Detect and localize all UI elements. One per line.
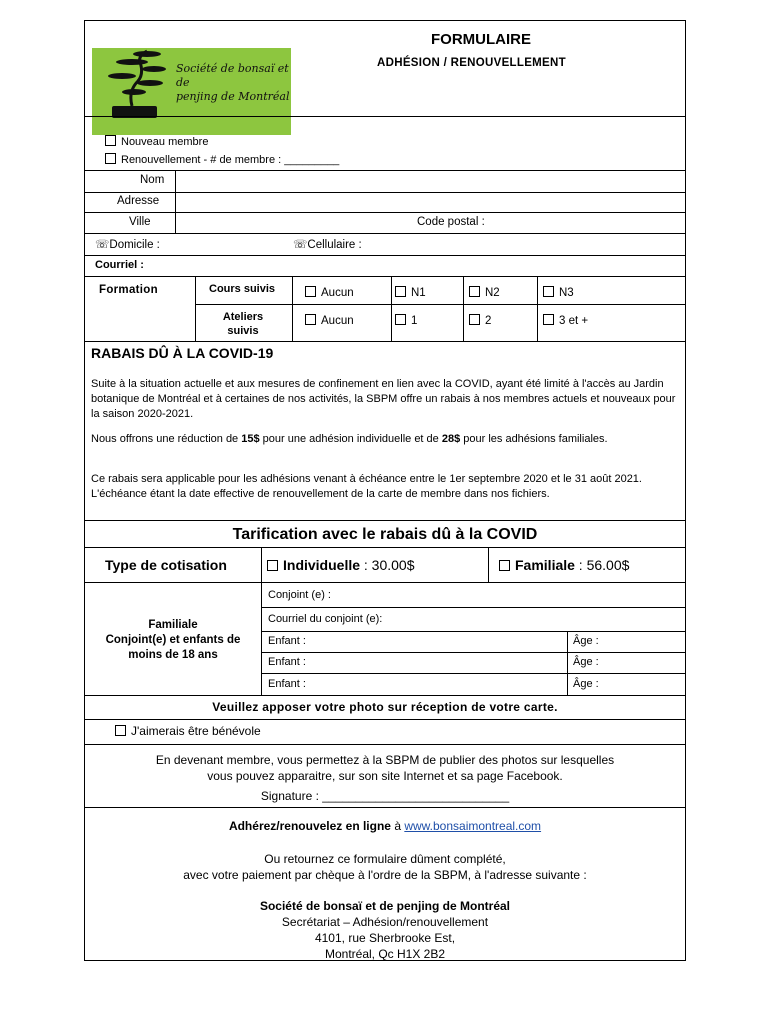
family-label-line: Conjoint(e) et enfants de (105, 634, 241, 646)
covid-paragraph-3: Ce rabais sera applicable pour les adhésions venant à échéance entre le 1er septembre 2020 et le 31 août 2021. L'échéance étant la date effective de renouvellement de la carte de membre dans nos fichiers. (91, 473, 642, 500)
child-label: Enfant : (268, 678, 306, 690)
checkbox-icon[interactable] (499, 560, 510, 571)
divider (85, 116, 685, 117)
divider (463, 276, 464, 341)
divider (195, 304, 686, 305)
family-option[interactable] (499, 557, 629, 573)
checkbox-icon[interactable] (469, 314, 480, 325)
divider (195, 276, 196, 341)
divider (85, 744, 685, 745)
divider (85, 520, 685, 521)
spouse-label: Conjoint (e) : (268, 589, 331, 601)
address-line: Secrétariat – Adhésion/renouvellement (281, 915, 489, 929)
divider (85, 255, 685, 256)
renew-member-label: Renouvellement - # de membre : _________ (121, 154, 340, 166)
individual-label: Individuelle (283, 557, 361, 573)
divider (85, 547, 685, 548)
workshops-label-2: suivis (227, 325, 259, 337)
checkbox-icon[interactable] (105, 135, 116, 146)
logo (92, 48, 291, 135)
workshops-label (203, 310, 283, 338)
bonsai-icon (92, 36, 182, 121)
covid-paragraph-2 (91, 432, 681, 447)
volunteer-option[interactable] (115, 724, 261, 738)
email-label: Courriel : (95, 259, 144, 271)
checkbox-icon[interactable] (305, 286, 316, 297)
workshop-option-3[interactable] (543, 314, 588, 327)
divider (391, 276, 392, 341)
checkbox-icon[interactable] (105, 153, 116, 164)
cell-phone-label: Cellulaire : (307, 239, 362, 251)
discount-family: 28$ (441, 433, 461, 445)
signature-field[interactable]: Signature : ____________________________ (260, 789, 510, 803)
cell-phone-field[interactable] (293, 237, 362, 251)
checkbox-icon[interactable] (395, 314, 406, 325)
return-line: Ou retournez ce formulaire dûment complété, (264, 852, 506, 866)
workshop-option-1[interactable] (395, 314, 417, 327)
individual-price: : 30.00$ (360, 557, 415, 573)
form-subtitle: ADHÉSION / RENOUVELLEMENT (377, 57, 566, 69)
divider (85, 582, 685, 583)
pricing-title: Tarification avec le rabais dû à la COVID (232, 526, 538, 543)
workshop-option-label: Aucun (321, 315, 354, 327)
course-option-2[interactable] (469, 286, 500, 299)
divider (261, 607, 685, 608)
return-text (85, 851, 685, 883)
new-member-label: Nouveau membre (121, 136, 209, 148)
workshop-option-label: 3 et + (559, 315, 589, 327)
course-option-label: N1 (411, 287, 426, 299)
website-link[interactable]: www.bonsaimontreal.com (404, 819, 542, 833)
course-option-1[interactable] (395, 286, 426, 299)
online-label: Adhérez/renouvelez en ligne (228, 819, 391, 833)
address-line: 4101, rue Sherbrooke Est, (314, 931, 456, 945)
checkbox-icon[interactable] (395, 286, 406, 297)
divider (85, 695, 685, 696)
org-name: Société de bonsaï et de penjing de Montréal (259, 899, 511, 913)
course-option-0[interactable] (305, 286, 354, 299)
course-option-label: Aucun (321, 287, 354, 299)
photo-note: Veuillez apposer votre photo sur réception de votre carte. (212, 700, 558, 714)
individual-option[interactable] (267, 557, 415, 573)
checkbox-icon[interactable] (267, 560, 278, 571)
renew-member-option[interactable] (105, 153, 339, 166)
workshop-option-label: 1 (411, 315, 418, 327)
new-member-option[interactable] (105, 135, 208, 148)
covid-title: RABAIS DÛ À LA COVID-19 (91, 345, 274, 361)
divider (261, 652, 685, 653)
checkbox-icon[interactable] (469, 286, 480, 297)
covid-text: pour les adhésions familiales. (460, 433, 608, 445)
family-label: Familiale (515, 557, 575, 573)
membership-type-label: Type de cotisation (105, 557, 227, 573)
spouse-email-label: Courriel du conjoint (e): (268, 613, 383, 625)
age-label: Âge : (573, 635, 599, 647)
covid-text: Nous offrons une réduction de (91, 433, 242, 445)
workshop-option-label: 2 (485, 315, 492, 327)
divider (292, 276, 293, 341)
divider (261, 673, 685, 674)
home-phone-field[interactable] (95, 237, 160, 251)
divider (85, 341, 685, 342)
consent-text (85, 752, 685, 804)
form-frame (84, 20, 686, 961)
phone-icon: ☏ (95, 239, 110, 251)
consent-line: En devenant membre, vous permettez à la SBPM de publier des photos sur lesquelles (155, 753, 615, 767)
divider (175, 170, 176, 233)
adresse-label: Adresse (117, 195, 160, 207)
return-line: avec votre paiement par chèque à l'ordre de la SBPM, à l'adresse suivante : (183, 868, 587, 882)
child-label: Enfant : (268, 656, 306, 668)
nom-label: Nom (140, 174, 165, 186)
child-label: Enfant : (268, 635, 306, 647)
course-option-label: N2 (485, 287, 500, 299)
form-title: FORMULAIRE (431, 31, 531, 48)
divider (85, 719, 685, 720)
address-line: Montréal, Qc H1X 2B2 (324, 947, 446, 961)
checkbox-icon[interactable] (543, 286, 554, 297)
postal-code-label: Code postal : (417, 216, 485, 228)
courses-label: Cours suivis (209, 283, 276, 295)
phone-icon: ☏ (293, 239, 308, 251)
online-sep: à (390, 819, 405, 833)
course-option-label: N3 (559, 287, 574, 299)
checkbox-icon[interactable] (543, 314, 554, 325)
family-label-line: Familiale (148, 619, 198, 631)
workshop-option-0[interactable] (305, 314, 354, 327)
workshops-label-1: Ateliers (222, 311, 264, 323)
workshop-option-2[interactable] (469, 314, 491, 327)
course-option-3[interactable] (543, 286, 574, 299)
family-section-label (85, 618, 261, 663)
family-price: : 56.00$ (574, 557, 630, 573)
age-label: Âge : (573, 656, 599, 668)
divider (537, 276, 538, 341)
ville-label: Ville (129, 216, 151, 228)
covid-text: pour une adhésion individuelle et de (259, 433, 442, 445)
family-label-line: moins de 18 ans (128, 649, 218, 661)
divider (567, 631, 568, 695)
checkbox-icon[interactable] (305, 314, 316, 325)
divider (261, 631, 685, 632)
online-line (85, 819, 685, 833)
formation-label: Formation (99, 284, 158, 296)
mailing-address (85, 898, 685, 962)
logo-line-2: penjing de Montréal (176, 90, 290, 103)
discount-individual: 15$ (241, 433, 260, 445)
consent-line: vous pouvez apparaitre, sur son site Internet et sa page Facebook. (207, 769, 563, 783)
age-label: Âge : (573, 678, 599, 690)
home-phone-label: Domicile : (109, 239, 160, 251)
divider (488, 547, 489, 582)
divider (85, 276, 685, 277)
volunteer-label: J'aimerais être bénévole (131, 724, 261, 738)
divider (85, 807, 685, 808)
covid-paragraph-1: Suite à la situation actuelle et aux mesures de confinement en lien avec la COVID, ayant été limité à l'accès au Jardin botanique de Montréal et à certaines de nos activités, la SBPM offre un rabais à nos membres actuels et nouveaux pour la saison 2020-2021. (91, 378, 676, 420)
divider (85, 233, 685, 234)
logo-line-1: Société de bonsaï et de (176, 62, 289, 89)
checkbox-icon[interactable] (115, 725, 126, 736)
